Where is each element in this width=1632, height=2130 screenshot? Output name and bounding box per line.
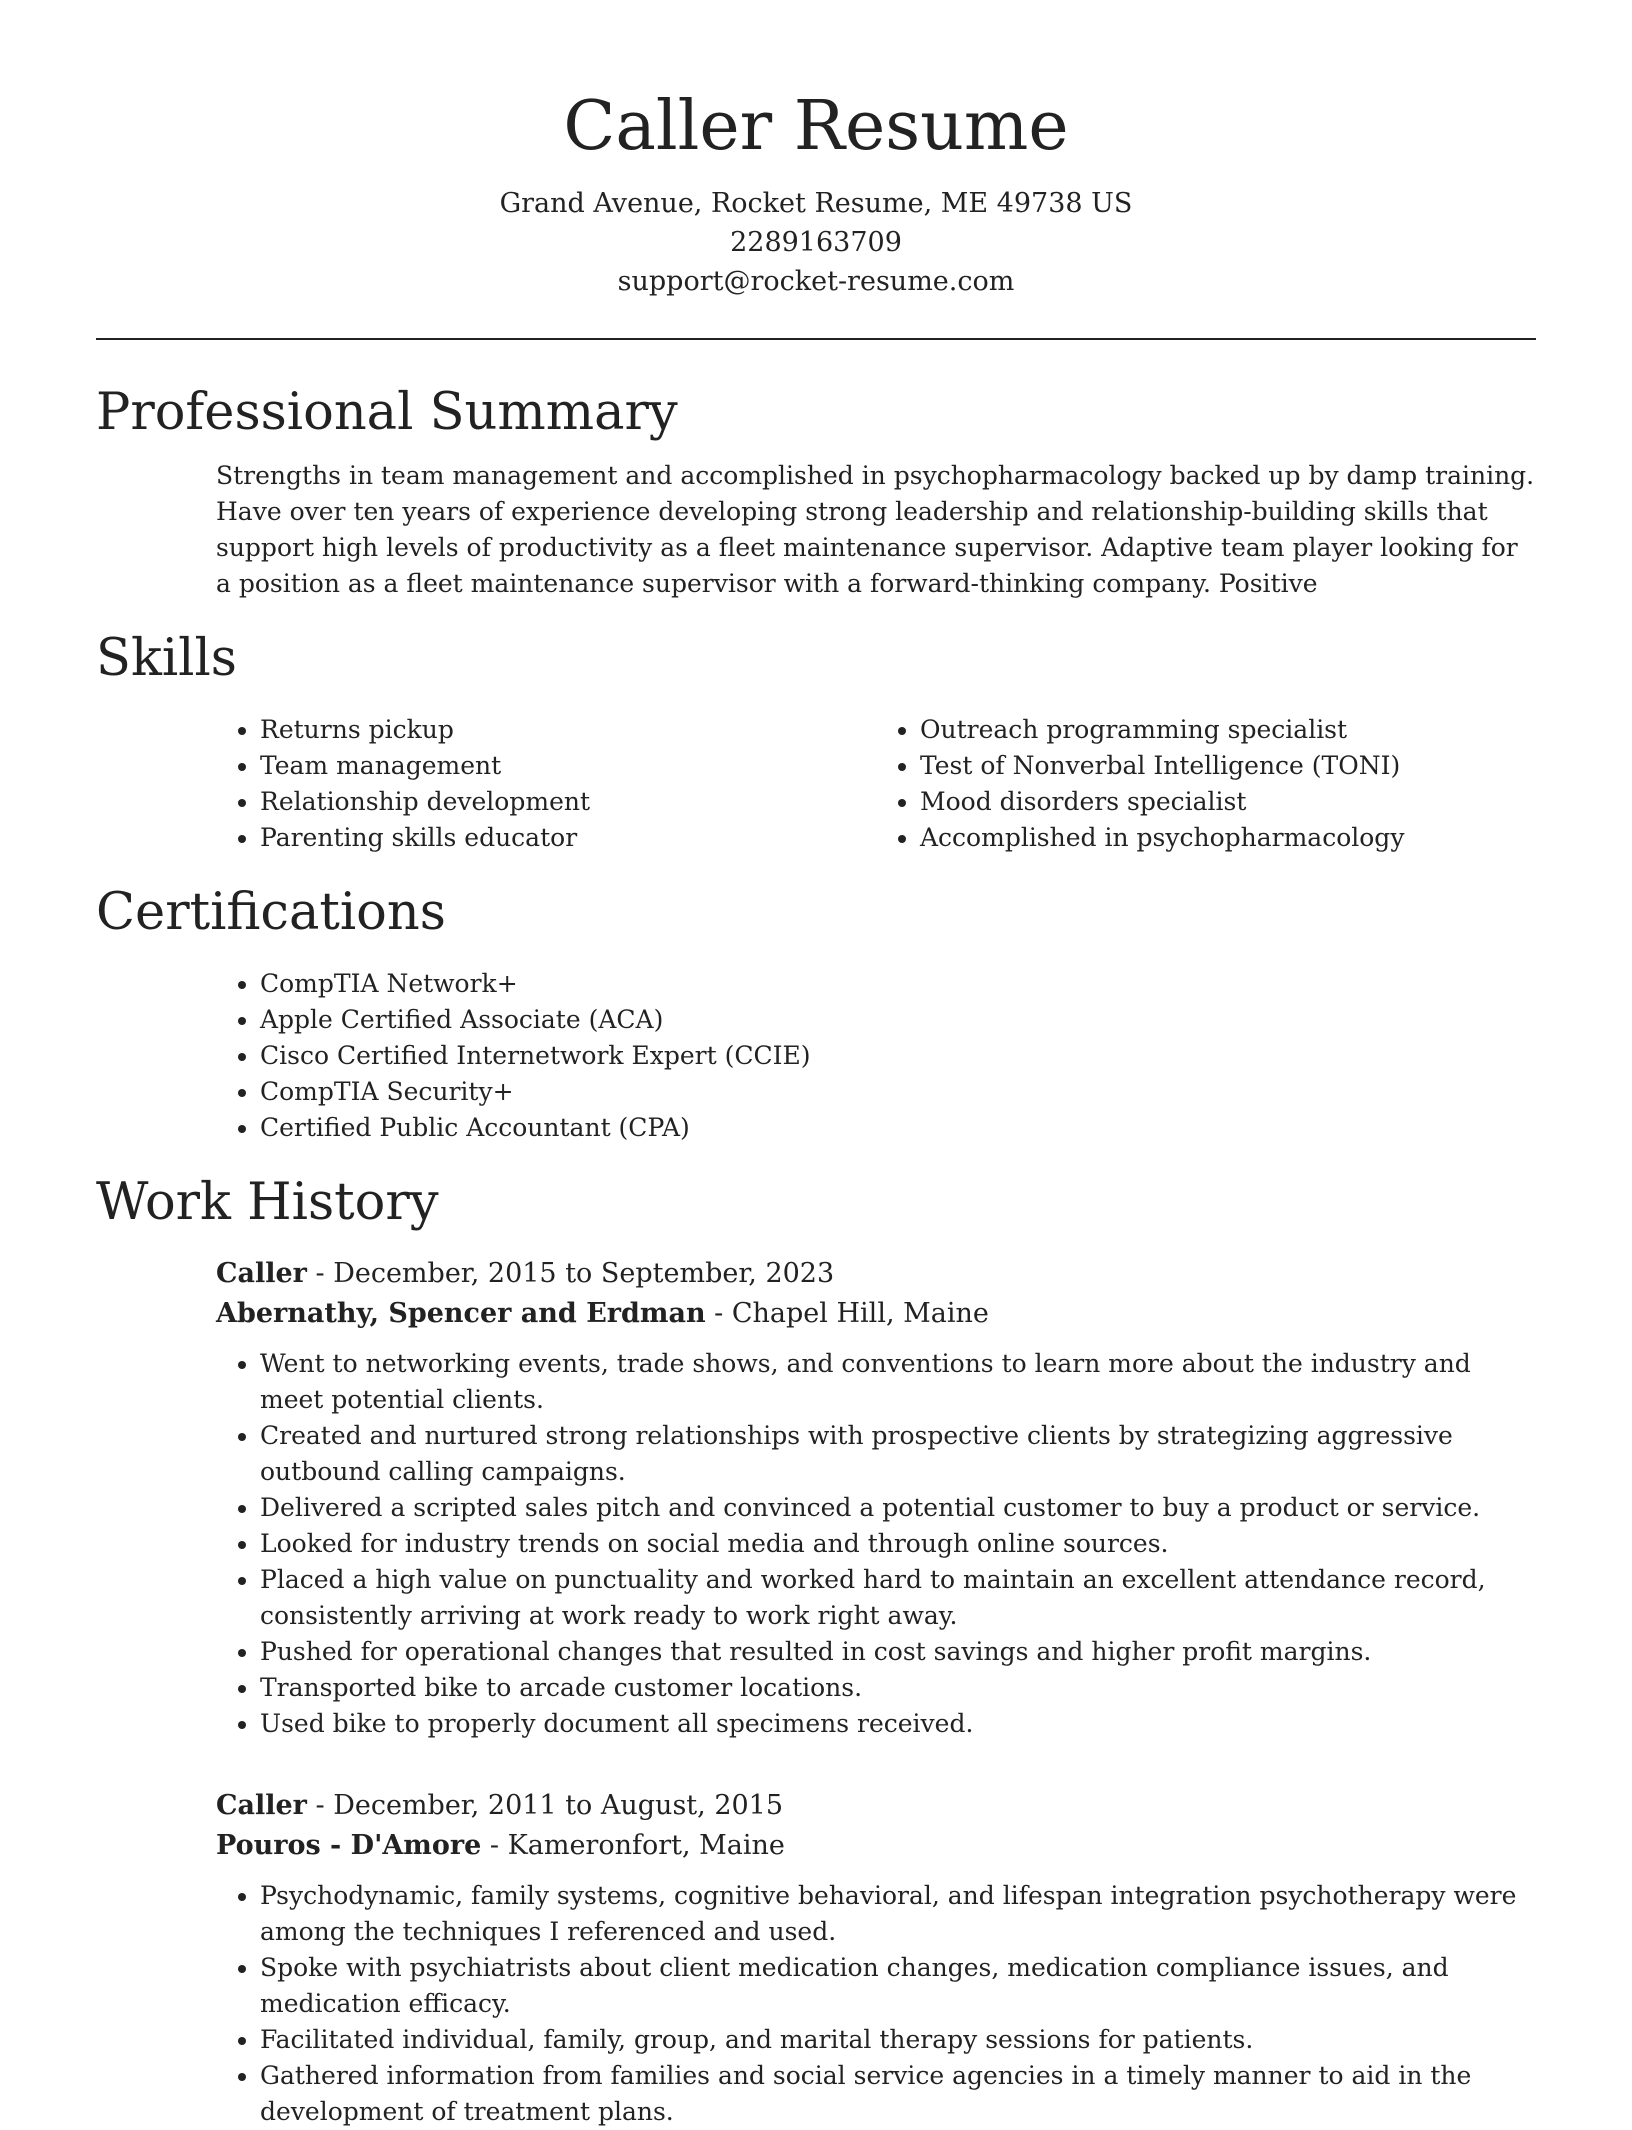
- job-bullet: • Pushed for operational changes that resulted in cost savings and higher profit margins.: [260, 1634, 1536, 1670]
- certification-item: • CompTIA Security+: [260, 1074, 1536, 1110]
- certifications-section: [96, 878, 1536, 1146]
- job-title-line: Caller - December, 2011 to August, 2015: [216, 1790, 784, 1821]
- contact-address: Grand Avenue, Rocket Resume, ME 49738 US: [499, 188, 1133, 219]
- job-bullet: • Psychodynamic, family systems, cognitive behavioral, and lifespan integration psychotherapy were among the techniques I referenced and used.: [260, 1878, 1536, 1950]
- job-bullet: • Looked for industry trends on social media and through online sources.: [260, 1526, 1536, 1562]
- skill-item: • Team management: [260, 748, 876, 784]
- summary-text: Strengths in team management and accomplished in psychopharmacology backed up by damp training. Have over ten years of experience developing strong leadership and relationship-building skills that support high levels of productivity as a fleet maintenance supervisor. Adaptive team player looking for a position as a fleet maintenance supervisor with a forward-thinking company. Positive: [216, 461, 1535, 598]
- skill-item: • Accomplished in psychopharmacology: [920, 820, 1536, 856]
- work-history-section: [96, 1168, 1536, 2130]
- job-bullet: • Placed a high value on punctuality and worked hard to maintain an excellent attendance record, consistently arriving at work ready to work right away.: [260, 1562, 1536, 1634]
- certifications-list: [216, 966, 1536, 1146]
- skill-item: • Mood disorders specialist: [920, 784, 1536, 820]
- job-entry: [216, 1786, 1536, 2130]
- skill-item: • Test of Nonverbal Intelligence (TONI): [920, 748, 1536, 784]
- skills-section: [96, 624, 1536, 856]
- job-dates: December, 2011 to August, 2015: [333, 1790, 784, 1821]
- job-bullets: [216, 1346, 1536, 1742]
- section-title-certifications: Certifications: [96, 883, 446, 942]
- skill-item: • Outreach programming specialist: [920, 712, 1536, 748]
- contact-email: support@rocket-resume.com: [617, 266, 1015, 297]
- job-role: Caller: [216, 1790, 307, 1821]
- skill-item: • Relationship development: [260, 784, 876, 820]
- certification-item: • Cisco Certified Internetwork Expert (CCIE): [260, 1038, 1536, 1074]
- section-title-work-history: Work History: [96, 1173, 439, 1232]
- job-bullet: • Facilitated individual, family, group, and marital therapy sessions for patients.: [260, 2022, 1536, 2058]
- job-company: Abernathy, Spencer and Erdman: [216, 1298, 706, 1329]
- resume-title: Caller Resume: [563, 87, 1069, 166]
- skills-left-list: [216, 712, 876, 856]
- skill-item: • Parenting skills educator: [260, 820, 876, 856]
- job-role: Caller: [216, 1258, 307, 1289]
- section-title-skills: Skills: [96, 629, 237, 688]
- job-location: Kameronfort, Maine: [507, 1830, 785, 1861]
- skills-right-list: [876, 712, 1536, 856]
- job-bullet: • Delivered a scripted sales pitch and convinced a potential customer to buy a product or service.: [260, 1490, 1536, 1526]
- job-dates: December, 2015 to September, 2023: [333, 1258, 835, 1289]
- skill-item: • Returns pickup: [260, 712, 876, 748]
- job-company-line: Pouros - D'Amore - Kameronfort, Maine: [216, 1830, 785, 1861]
- job-bullet: • Went to networking events, trade shows, and conventions to learn more about the industry and meet potential clients.: [260, 1346, 1536, 1418]
- certification-item: • CompTIA Network+: [260, 966, 1536, 1002]
- job-bullets: [216, 1878, 1536, 2130]
- section-title-summary: Professional Summary: [96, 383, 678, 442]
- certification-item: • Certified Public Accountant (CPA): [260, 1110, 1536, 1146]
- job-bullet: • Transported bike to arcade customer locations.: [260, 1670, 1536, 1706]
- job-entry: [216, 1254, 1536, 1742]
- resume-header: [96, 0, 1536, 301]
- job-company-line: Abernathy, Spencer and Erdman - Chapel Hill, Maine: [216, 1298, 989, 1329]
- job-company: Pouros - D'Amore: [216, 1830, 482, 1861]
- job-bullet: • Used bike to properly document all specimens received.: [260, 1706, 1536, 1742]
- contact-phone: 2289163709: [730, 227, 902, 258]
- job-bullet: • Gathered information from families and social service agencies in a timely manner to aid in the development of treatment plans.: [260, 2058, 1536, 2130]
- skills-columns: [216, 712, 1536, 856]
- job-bullet: • Created and nurtured strong relationships with prospective clients by strategizing aggressive outbound calling campaigns.: [260, 1418, 1536, 1490]
- job-location: Chapel Hill, Maine: [731, 1298, 989, 1329]
- certification-item: • Apple Certified Associate (ACA): [260, 1002, 1536, 1038]
- summary-section: [96, 378, 1536, 602]
- contact-block: [96, 184, 1536, 301]
- job-bullet: • Spoke with psychiatrists about client medication changes, medication compliance issues, and medication efficacy.: [260, 1950, 1536, 2022]
- header-divider: [96, 338, 1536, 340]
- job-title-line: Caller - December, 2015 to September, 2023: [216, 1258, 835, 1289]
